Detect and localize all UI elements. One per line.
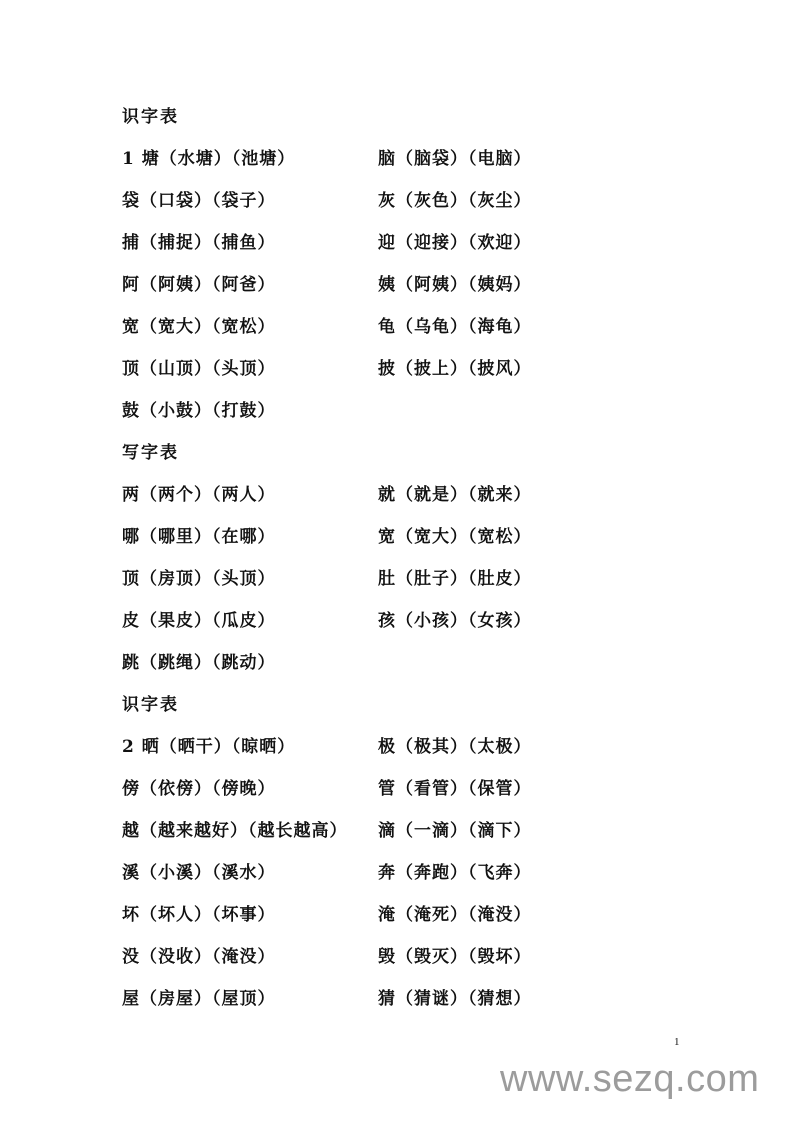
vocab-row — [0, 982, 800, 1016]
vocab-entry-left: 顶（山顶）（头顶） — [122, 359, 276, 379]
vocab-entry-left: 屋（房屋）（屋顶） — [122, 989, 276, 1009]
vocab-entry-right: 极（极其）（太极） — [378, 737, 532, 757]
vocab-entry-right: 猜（猜谜）（猜想） — [378, 989, 532, 1009]
section-heading-text: 识字表 — [122, 107, 179, 127]
vocab-row — [0, 562, 800, 596]
vocab-entry-right: 孩（小孩）（女孩） — [378, 611, 532, 631]
vocab-entry-right: 脑（脑袋）（电脑） — [378, 149, 532, 169]
vocab-entry-right: 肚（肚子）（肚皮） — [378, 569, 532, 589]
vocab-entry-left: 2 晒（晒干）（晾晒） — [122, 737, 296, 757]
vocab-entry-left: 越（越来越好）（越长越高） — [122, 821, 348, 841]
vocab-entry-right: 管（看管）（保管） — [378, 779, 532, 799]
vocab-entry-left: 袋（口袋）（袋子） — [122, 191, 276, 211]
vocab-row — [0, 940, 800, 974]
vocab-row — [0, 226, 800, 260]
vocab-row — [0, 394, 800, 428]
vocab-entry-right: 灰（灰色）（灰尘） — [378, 191, 532, 211]
vocab-row — [0, 856, 800, 890]
vocab-entry-right: 龟（乌龟）（海龟） — [378, 317, 532, 337]
vocab-entry-left: 溪（小溪）（溪水） — [122, 863, 276, 883]
vocab-row — [0, 184, 800, 218]
vocab-entry-right: 迎（迎接）（欢迎） — [378, 233, 532, 253]
vocab-row — [0, 772, 800, 806]
vocab-row — [0, 310, 800, 344]
vocab-row — [0, 814, 800, 848]
section-heading-shizi-1 — [0, 100, 800, 134]
vocab-entry-left: 跳（跳绳）（跳动） — [122, 653, 276, 673]
section-heading-shizi-2 — [0, 688, 800, 722]
section-heading-xiezi — [0, 436, 800, 470]
vocab-row — [0, 520, 800, 554]
vocab-entry-left: 两（两个）（两人） — [122, 485, 276, 505]
vocab-entry-right: 就（就是）（就来） — [378, 485, 532, 505]
vocab-entry-right: 毁（毁灭）（毁坏） — [378, 947, 532, 967]
vocab-entry-left: 哪（哪里）（在哪） — [122, 527, 276, 547]
vocab-entry-right: 淹（淹死）（淹没） — [378, 905, 532, 925]
vocab-entry-right: 姨（阿姨）（姨妈） — [378, 275, 532, 295]
vocab-entry-right: 滴（一滴）（滴下） — [378, 821, 532, 841]
vocab-row — [0, 730, 800, 764]
vocab-entry-left: 鼓（小鼓）（打鼓） — [122, 401, 276, 421]
vocab-entry-left: 宽（宽大）（宽松） — [122, 317, 276, 337]
vocab-entry-left: 没（没收）（淹没） — [122, 947, 276, 967]
vocab-entry-left: 顶（房顶）（头顶） — [122, 569, 276, 589]
vocab-row — [0, 268, 800, 302]
page-number: 1 — [674, 1036, 680, 1048]
vocab-entry-left: 阿（阿姨）（阿爸） — [122, 275, 276, 295]
vocab-entry-left: 坏（坏人）（坏事） — [122, 905, 276, 925]
vocab-entry-left: 皮（果皮）（瓜皮） — [122, 611, 276, 631]
vocab-entry-right: 披（披上）（披风） — [378, 359, 532, 379]
vocab-entry-left: 1 塘（水塘）（池塘） — [122, 149, 296, 169]
site-watermark: www.sezq.com — [500, 1058, 760, 1100]
vocab-row — [0, 898, 800, 932]
vocab-row — [0, 352, 800, 386]
vocab-row — [0, 646, 800, 680]
vocab-row — [0, 604, 800, 638]
vocab-entry-right: 奔（奔跑）（飞奔） — [378, 863, 532, 883]
vocab-entry-left: 捕（捕捉）（捕鱼） — [122, 233, 276, 253]
vocab-entry-left: 傍（依傍）（傍晚） — [122, 779, 276, 799]
vocab-entry-right: 宽（宽大）（宽松） — [378, 527, 532, 547]
section-heading-text: 识字表 — [122, 695, 179, 715]
vocab-row — [0, 478, 800, 512]
vocab-row — [0, 142, 800, 176]
section-heading-text: 写字表 — [122, 443, 179, 463]
